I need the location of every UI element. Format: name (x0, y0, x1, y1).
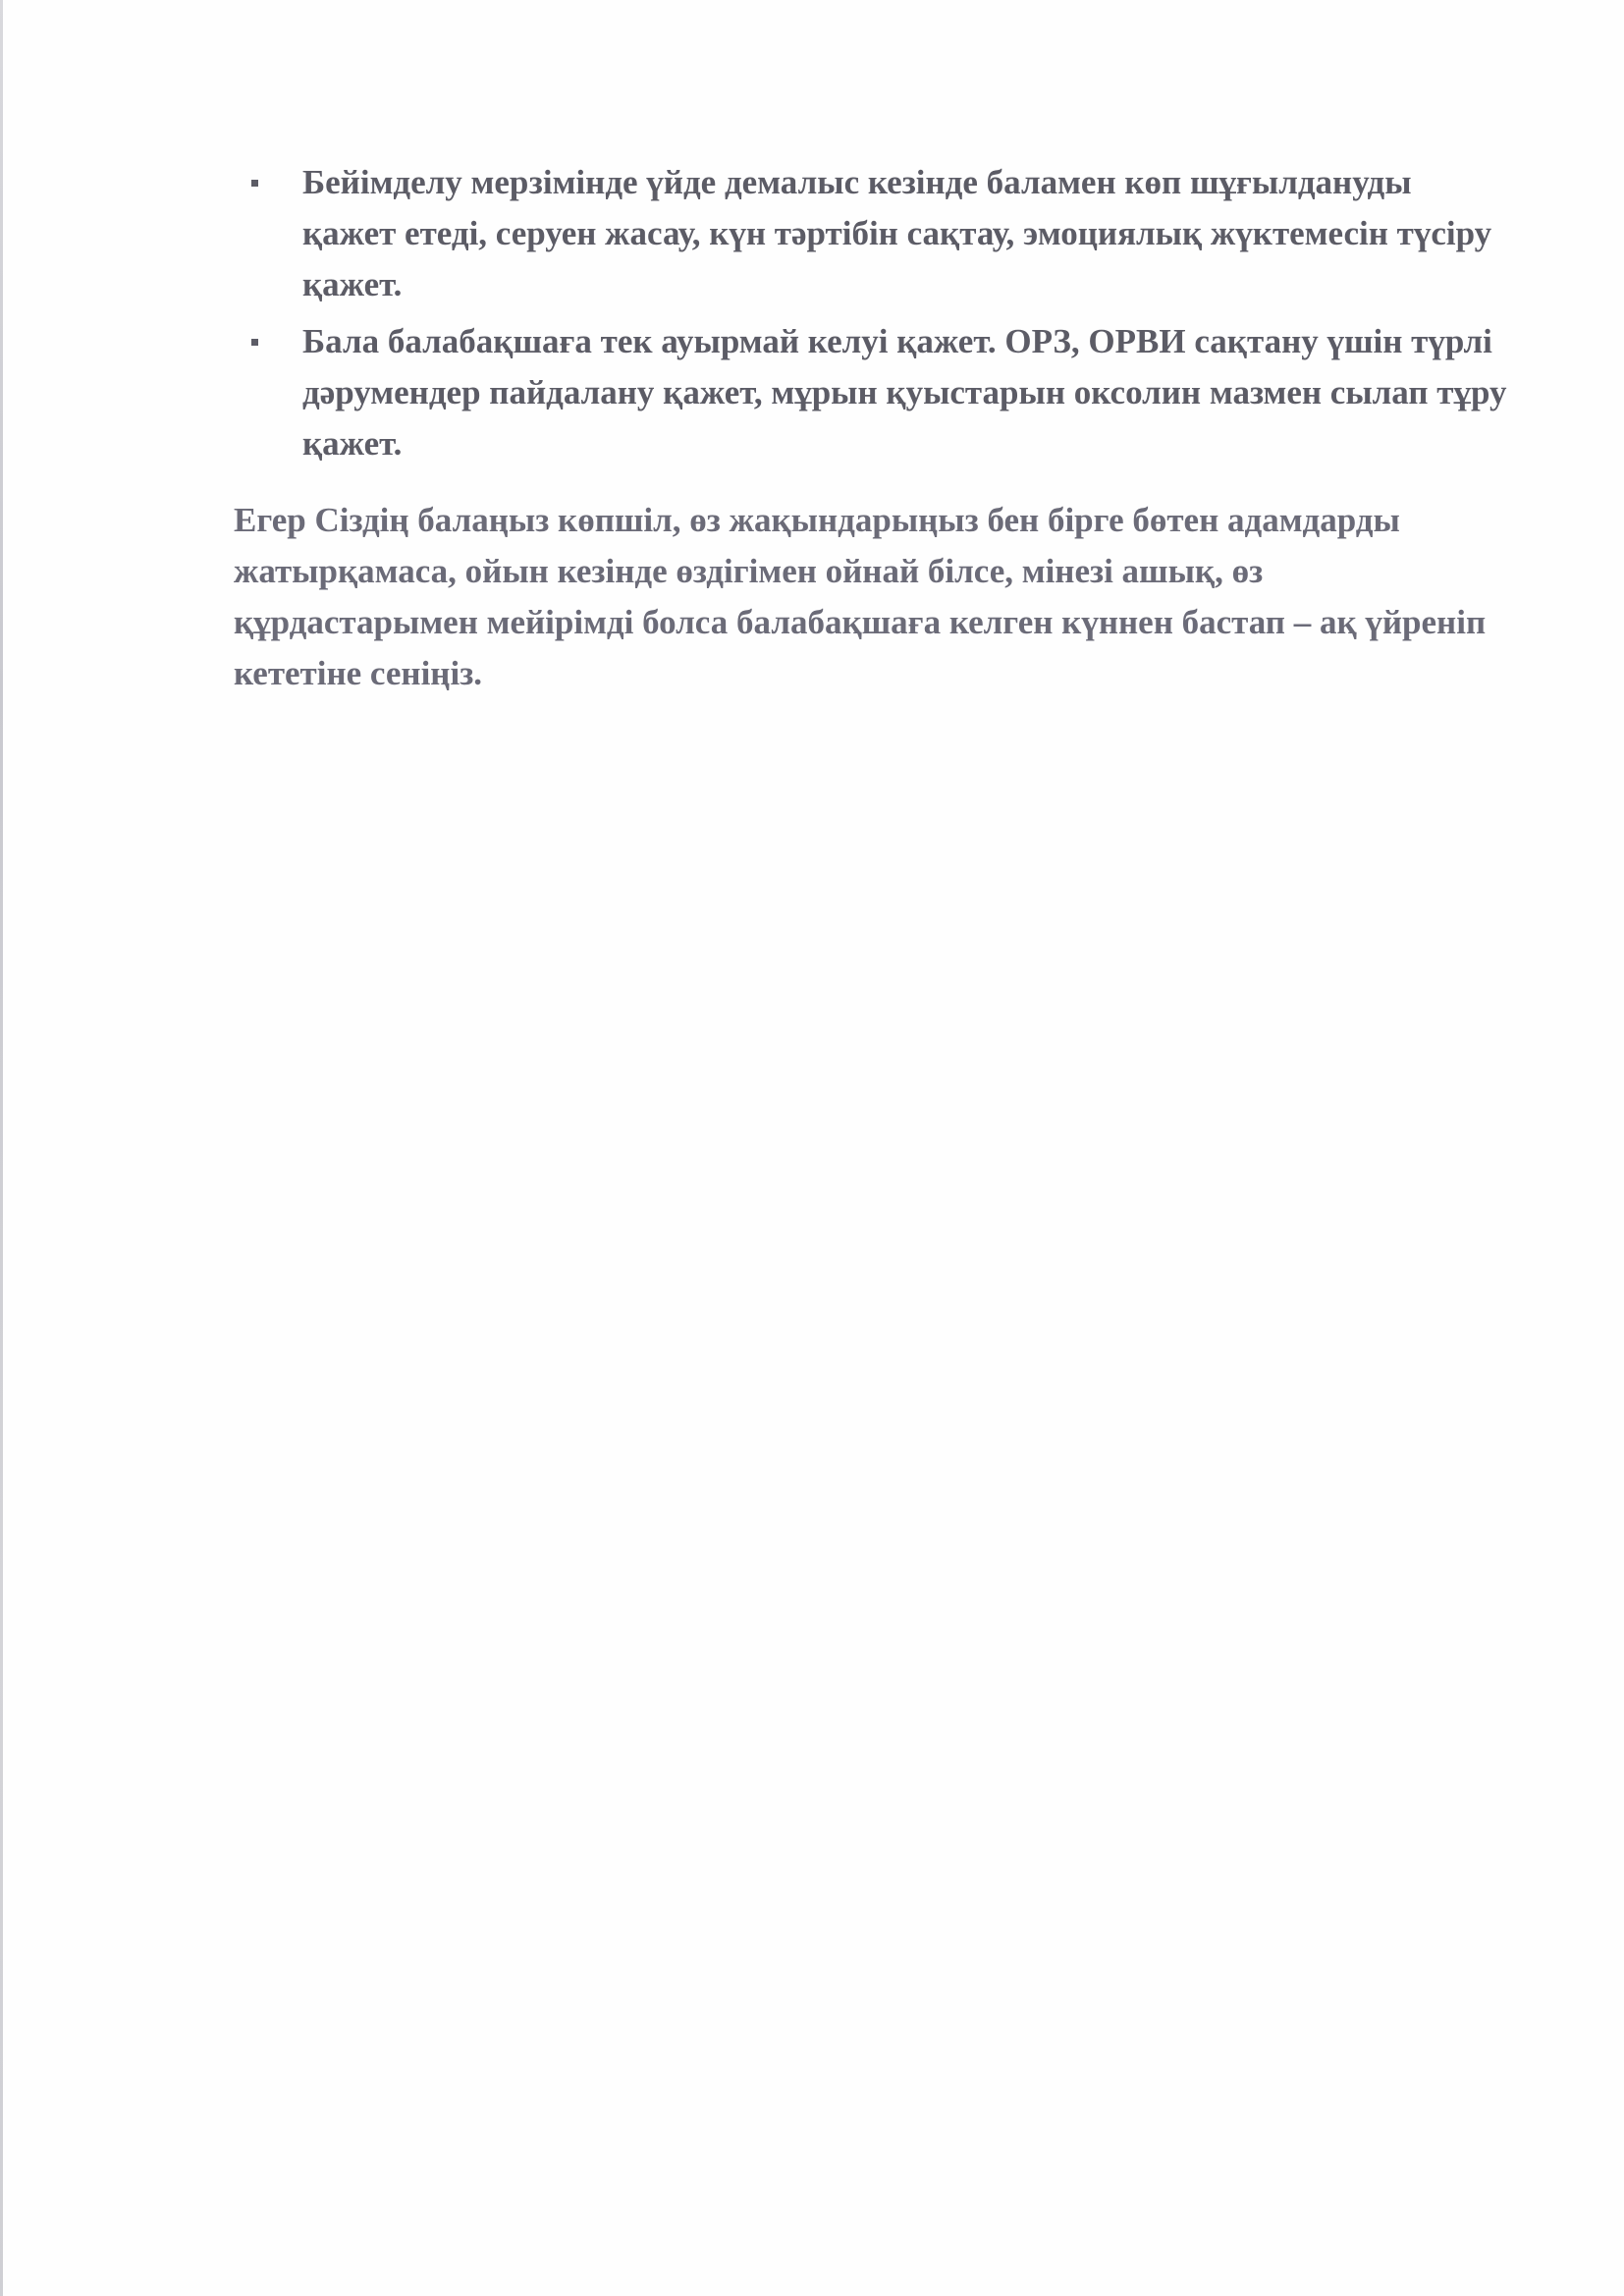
closing-paragraph: Егер Сіздің балаңыз көпшіл, өз жақындарыңыз бен бірге бөтен адамдарды жатырқамаса, ойын кезінде өздігімен ойнай білсе, мінезі ашық, өз құрдастарымен мейірімді болса балабақшаға келген күннен бастап – ақ үйреніп кететіне сеніңіз. (234, 501, 1487, 692)
list-item-text: Бала балабақшаға тек ауырмай келуі қажет. ОРЗ, ОРВИ сақтану үшін түрлі дәрумендер пайдалану қажет, мұрын қуыстарын оксолин мазмен сылап тұру қажет. (302, 322, 1507, 463)
scan-edge (0, 0, 3, 2296)
square-bullet-icon (251, 180, 258, 187)
square-bullet-icon (251, 339, 258, 346)
list-item-text: Бейімделу мерзімінде үйде демалыс кезінде баламен көп шұғылдануды қажет етеді, серуен жасау, күн тәртібін сақтау, эмоциялық жүктемесін түсіру қажет. (302, 163, 1492, 303)
list-item (234, 157, 1510, 310)
list-item (234, 316, 1510, 469)
bullet-list (234, 157, 1510, 469)
document-body (234, 157, 1510, 734)
